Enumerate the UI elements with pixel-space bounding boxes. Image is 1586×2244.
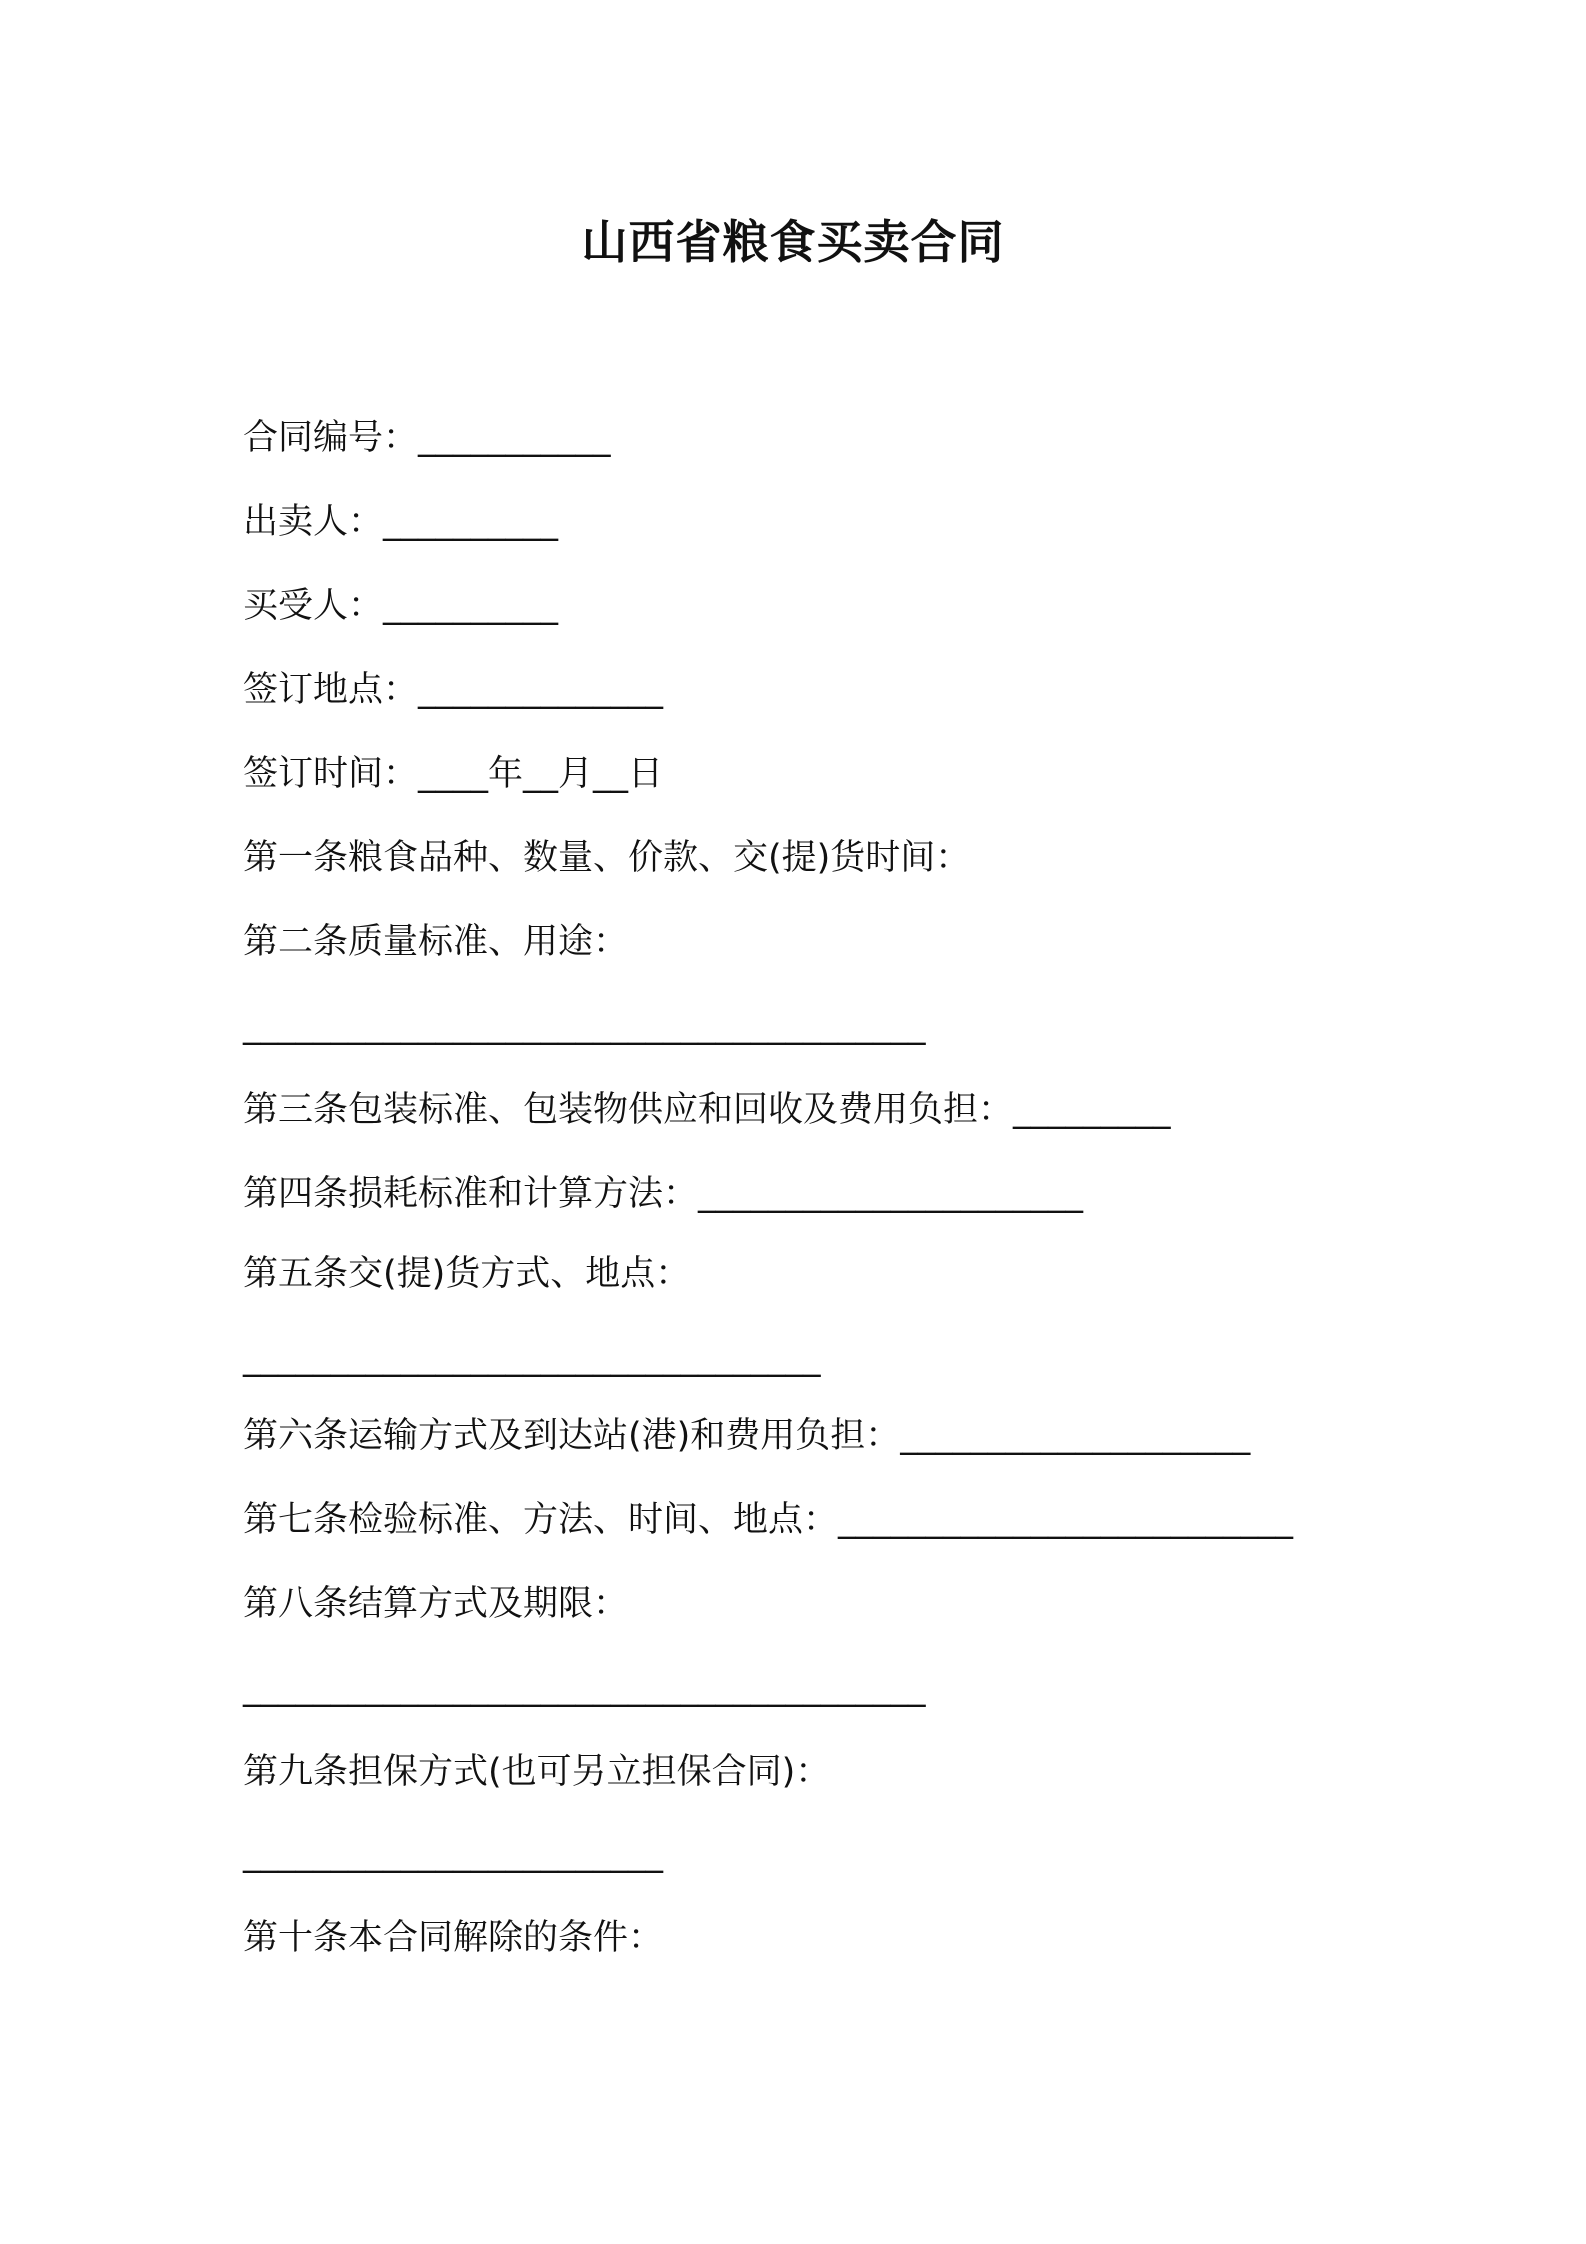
signing-date-line: 签订时间：____年__月__日	[243, 754, 664, 794]
article-8-line: 第八条结算方式及期限：	[243, 1584, 629, 1624]
document-title: 山西省粮食买卖合同	[581, 215, 1005, 269]
article-5-line: 第五条交(提)货方式、地点：	[243, 1254, 691, 1294]
article-2-line: 第二条质量标准、用途：	[243, 922, 629, 962]
article-6-line: 第六条运输方式及到达站(港)和费用负担：____________________	[243, 1416, 1251, 1456]
article-8-blank-line: _______________________________________	[243, 1668, 926, 1708]
article-2-blank-line: _______________________________________	[243, 1006, 926, 1046]
article-5-blank-line: _________________________________	[243, 1338, 821, 1378]
article-9-line: 第九条担保方式(也可另立担保合同)：	[243, 1752, 831, 1792]
article-1-line: 第一条粮食品种、数量、价款、交(提)货时间：	[243, 838, 971, 878]
article-9-blank-line: ________________________	[243, 1834, 663, 1874]
buyer-line: 买受人：__________	[243, 586, 559, 626]
article-10-line: 第十条本合同解除的条件：	[243, 1918, 664, 1958]
signing-place-line: 签订地点：______________	[243, 670, 664, 710]
article-4-line: 第四条损耗标准和计算方法：______________________	[243, 1174, 1084, 1214]
seller-line: 出卖人：__________	[243, 502, 559, 542]
contract-number-line: 合同编号：___________	[243, 418, 611, 458]
article-3-line: 第三条包装标准、包装物供应和回收及费用负担：_________	[243, 1090, 1171, 1130]
article-7-line: 第七条检验标准、方法、时间、地点：__________________________	[243, 1500, 1294, 1540]
